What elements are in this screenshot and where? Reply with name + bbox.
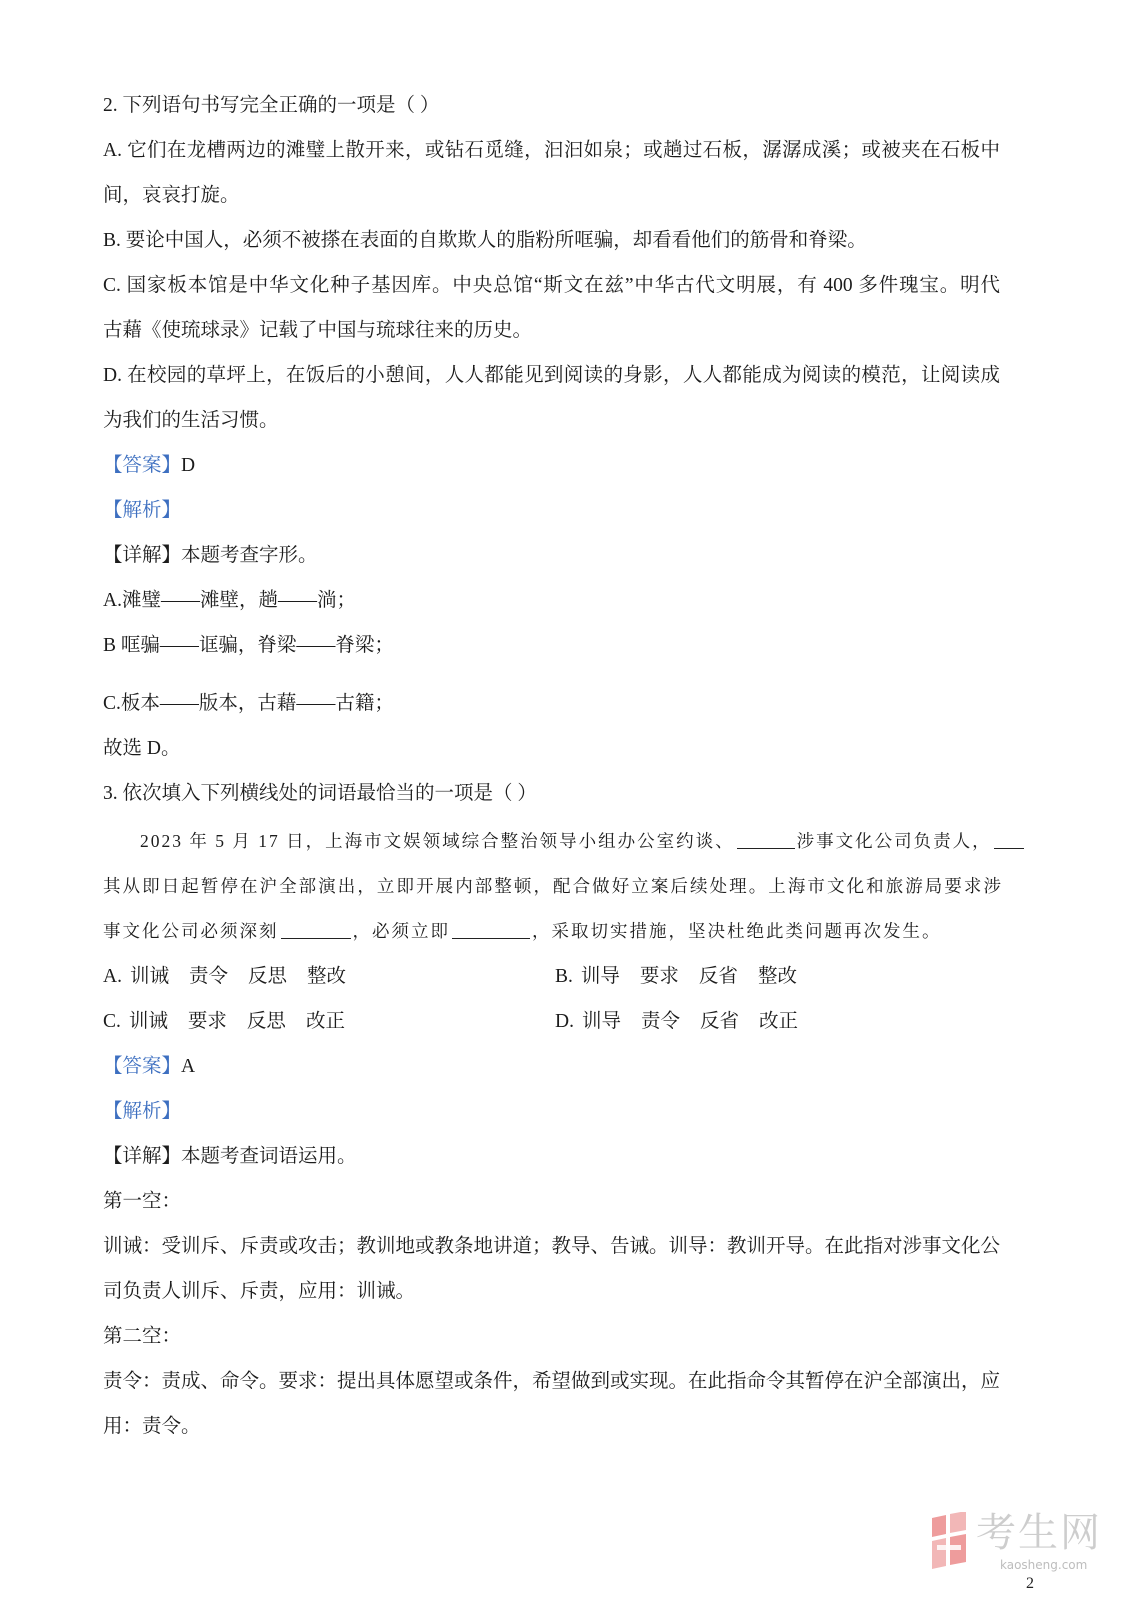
watermark-url: kaosheng.com	[1000, 1558, 1088, 1572]
q3-analysis	[103, 1089, 1013, 1134]
fill-blank-4	[452, 920, 530, 939]
option-word: 反思	[246, 1011, 286, 1032]
q2-analysis-tag: 【解析】	[103, 500, 182, 521]
option-letter: D.	[555, 1011, 574, 1032]
q3-passage-line2: 其从即日起暂停在沪全部演出，立即开展内部整顿，配合做好立案后续处理。上海市文化和旅游局要求涉	[103, 876, 1003, 896]
q3-passage-text: 涉事文化公司负责人，	[796, 831, 992, 851]
option-word: 整改	[307, 966, 347, 987]
q3-stem: 3. 依次填入下列横线处的词语最恰当的一项是（ ）	[103, 783, 537, 804]
q3-passage-line1	[103, 819, 1003, 864]
q2-correction-a: A.滩璧——滩壁，趟——淌；	[103, 590, 356, 611]
option-word: 反省	[698, 966, 738, 987]
q2-option-c-line1: C. 国家板本馆是中华文化种子基因库。中央总馆“斯文在兹”中华古代文明展，有 400 多件瑰宝。明代	[103, 275, 1000, 296]
q3-blank1-heading: 第一空：	[103, 1191, 182, 1212]
option-word: 反省	[700, 1011, 740, 1032]
q2-answer-tag: 【答案】	[103, 455, 182, 476]
q3-option-b	[555, 954, 797, 999]
option-word: 责令	[188, 966, 228, 987]
q3-passage	[103, 819, 1013, 954]
option-letter: B.	[555, 966, 573, 987]
q2-correction-b: B 哐骗——诓骗，脊梁——脊梁；	[103, 635, 394, 656]
option-word: 训导	[581, 1011, 621, 1032]
q3-options-row-2	[103, 999, 1013, 1044]
option-word: 改正	[759, 1011, 799, 1032]
option-word: 整改	[757, 966, 797, 987]
watermark	[928, 1508, 1118, 1578]
option-word: 训诫	[128, 1011, 168, 1032]
q3-blank1-line1: 训诫：受训斥、斥责或攻击；教训地或教条地讲道；教导、告诫。训导：教训开导。在此指对涉事文化公	[103, 1236, 1001, 1257]
q2-conclusion: 故选 D。	[103, 738, 181, 759]
q2-option-c-line2: 古藉《使琉球录》记载了中国与琉球往来的历史。	[103, 320, 533, 341]
q3-option-d	[555, 999, 798, 1044]
q2-option-a-line2: 间，哀哀打旋。	[103, 185, 240, 206]
q2-option-d-line1: D. 在校园的草坪上，在饭后的小憩间，人人都能见到阅读的身影，人人都能成为阅读的模范，让阅读成	[103, 365, 1000, 386]
q3-blank1-line2: 司负责人训斥、斥责，应用：训诫。	[103, 1281, 416, 1302]
q3-passage-text: ，必须立即	[352, 921, 450, 941]
option-letter: C.	[103, 1011, 121, 1032]
q3-answer	[103, 1044, 1013, 1089]
page-number: 2	[1026, 1575, 1034, 1592]
q3-detail	[103, 1134, 1013, 1179]
q3-blank2-heading: 第二空：	[103, 1326, 182, 1347]
option-letter: A.	[103, 966, 122, 987]
q3-detail-tag: 【详解】	[103, 1146, 182, 1167]
q3-blank2-line2: 用：责令。	[103, 1416, 201, 1437]
option-word: 责令	[640, 1011, 680, 1032]
q3-passage-line3	[103, 909, 1013, 954]
option-word: 要求	[639, 966, 679, 987]
fill-blank-3	[281, 920, 351, 939]
q3-passage-text: 2023 年 5 月 17 日，上海市文娱领域综合整治领导小组办公室约谈、	[140, 831, 735, 851]
q3-answer-tag: 【答案】	[103, 1056, 182, 1077]
q2-answer	[103, 443, 1013, 488]
q2-detail	[103, 533, 1013, 578]
q3-detail-text: 本题考查词语运用。	[181, 1146, 357, 1167]
q2-answer-value: D	[181, 455, 196, 476]
option-word: 改正	[305, 1011, 345, 1032]
q3-option-c	[103, 999, 345, 1044]
watermark-brand: 考生网	[976, 1510, 1102, 1556]
q2-analysis	[103, 488, 1013, 533]
q3-answer-value: A	[181, 1056, 196, 1077]
fill-blank-1	[737, 830, 795, 849]
kaosheng-logo-icon	[928, 1512, 970, 1570]
q2-option-a-line1: A. 它们在龙槽两边的滩璧上散开来，或钻石觅缝，汩汩如泉；或趟过石板，潺潺成溪；或被夹在石板中	[103, 140, 1000, 161]
q2-detail-tag: 【详解】	[103, 545, 182, 566]
q2-stem: 2. 下列语句书写完全正确的一项是（ ）	[103, 95, 440, 116]
q3-blank2-line1: 责令：责成、命令。要求：提出具体愿望或条件，希望做到或实现。在此指命令其暂停在沪全部演出，应	[103, 1371, 1001, 1392]
fill-blank-2	[994, 830, 1024, 849]
option-word: 训导	[580, 966, 620, 987]
q2-detail-text: 本题考查字形。	[181, 545, 318, 566]
option-word: 要求	[187, 1011, 227, 1032]
page-content	[103, 83, 1013, 1449]
q3-passage-text: ，采取切实措施，坚决杜绝此类问题再次发生。	[532, 921, 942, 941]
q3-option-a	[103, 954, 346, 999]
q2-option-b: B. 要论中国人，必须不被搽在表面的自欺欺人的脂粉所哐骗，却看看他们的筋骨和脊梁。	[103, 230, 867, 251]
q2-option-d-line2: 为我们的生活习惯。	[103, 410, 279, 431]
q2-correction-c: C.板本——版本，古藉——古籍；	[103, 693, 394, 714]
option-word: 训诫	[129, 966, 169, 987]
q3-options-row-1	[103, 954, 1013, 999]
q3-passage-text: 事文化公司必须深刻	[103, 921, 279, 941]
option-word: 反思	[248, 966, 288, 987]
q3-analysis-tag: 【解析】	[103, 1101, 182, 1122]
